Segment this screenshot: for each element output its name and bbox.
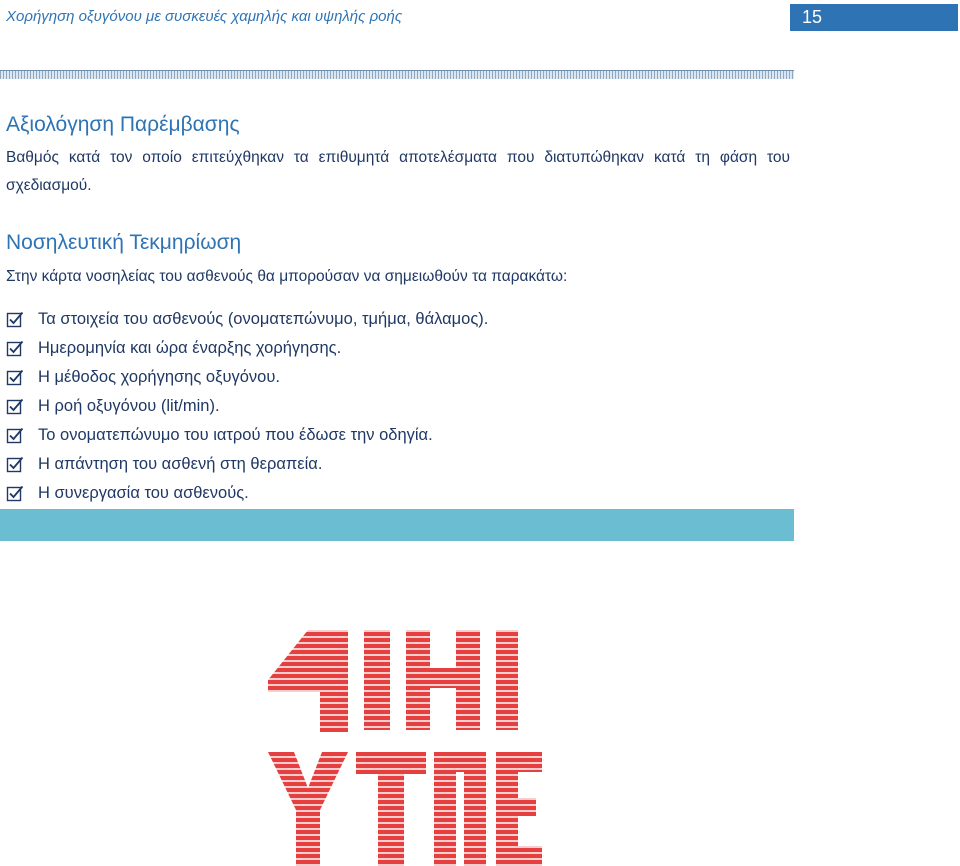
paragraph-evaluation-definition: Βαθμός κατά τον οποίο επιτεύχθηκαν τα επιθυμητά αποτελέσματα που διατυπώθηκαν κατά τη φάση του σχεδιασμού. xyxy=(6,149,790,194)
4hype-logo-watermark-icon xyxy=(268,620,546,866)
checklist-item xyxy=(6,334,488,363)
checklist-item-text: Το ονοματεπώνυμο του ιατρού που έδωσε την οδηγία. xyxy=(38,426,433,444)
checklist-item-text: Η μέθοδος χορήγησης οξυγόνου. xyxy=(38,368,280,386)
checked-box-icon xyxy=(6,369,24,387)
checklist-item-text: Η ροή οξυγόνου (lit/min). xyxy=(38,397,220,415)
checklist-item-text: Τα στοιχεία του ασθενούς (ονοματεπώνυμο, τμήμα, θάλαμος). xyxy=(38,310,489,328)
checklist-item xyxy=(6,363,488,392)
checklist-item-text: Η απάντηση του ασθενή στη θεραπεία. xyxy=(38,455,323,473)
heading-intervention-evaluation: Αξιολόγηση Παρέμβασης xyxy=(6,113,240,136)
checklist-item-text: Η συνεργασία του ασθενούς. xyxy=(38,484,249,502)
header-divider xyxy=(0,70,794,79)
checklist-item-text: Ημερομηνία και ώρα έναρξης χορήγησης. xyxy=(38,339,342,357)
heading-nursing-documentation: Νοσηλευτική Τεκμηρίωση xyxy=(6,231,242,254)
checklist-item xyxy=(6,479,488,508)
checklist-item xyxy=(6,421,488,450)
checked-box-icon xyxy=(6,456,24,474)
checked-box-icon xyxy=(6,485,24,503)
page-number-badge: 15 xyxy=(790,4,958,31)
checklist-item xyxy=(6,305,488,334)
running-header-title: Χορήγηση οξυγόνου με συσκευές χαμηλής και υψηλής ροής xyxy=(6,8,403,25)
checklist-item xyxy=(6,392,488,421)
checklist-item xyxy=(6,450,488,479)
paragraph-documentation-intro: Στην κάρτα νοσηλείας του ασθενούς θα μπορούσαν να σημειωθούν τα παρακάτω: xyxy=(6,268,568,285)
documentation-checklist xyxy=(6,305,488,508)
section-end-band xyxy=(0,509,794,541)
checked-box-icon xyxy=(6,311,24,329)
checked-box-icon xyxy=(6,427,24,445)
checked-box-icon xyxy=(6,398,24,416)
checked-box-icon xyxy=(6,340,24,358)
